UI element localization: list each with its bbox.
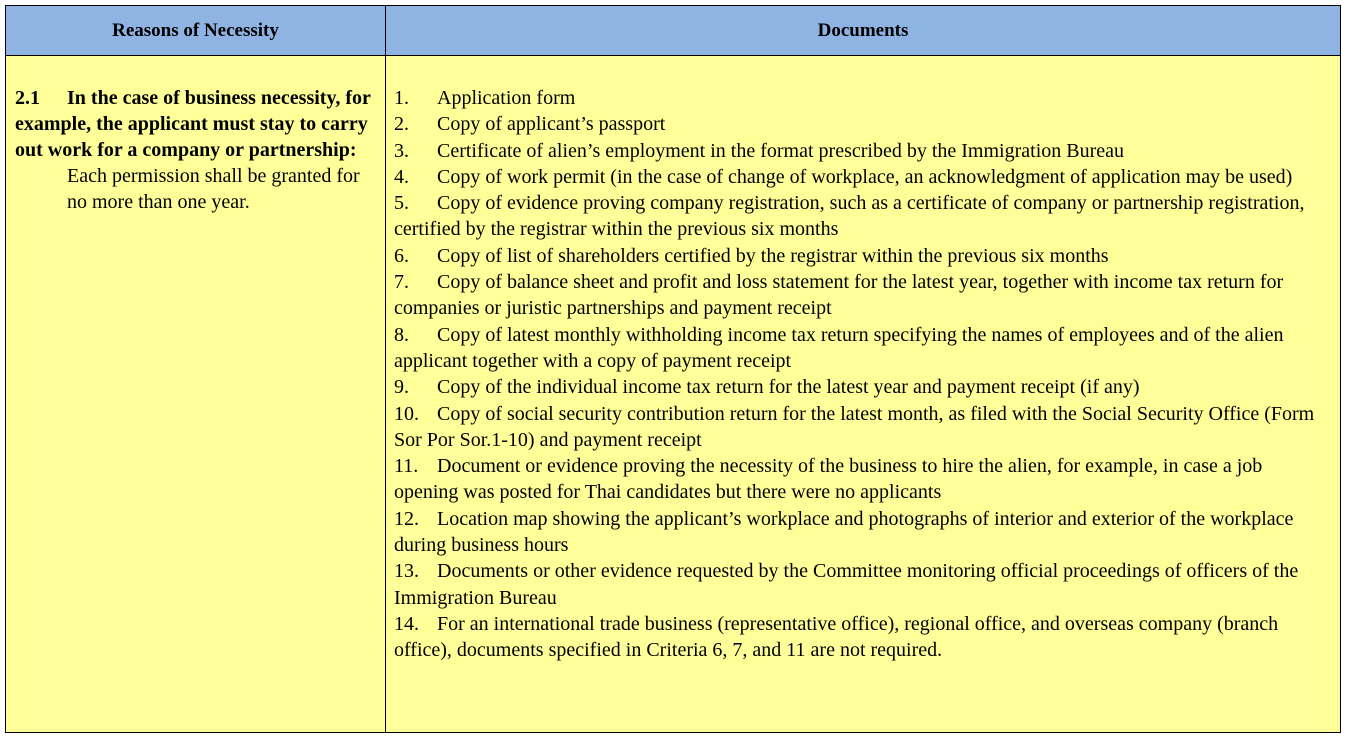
document-number: 11. xyxy=(394,455,419,478)
document-text: Copy of applicant’s passport xyxy=(437,113,666,136)
document-text: Location map showing the applicant’s workplace and photographs of interior and exterior of the workplace during business hours xyxy=(394,507,1294,557)
document-number: 2. xyxy=(394,113,409,136)
reason-heading xyxy=(15,85,377,163)
document-text: For an international trade business (representative office), regional office, and overseas company (branch office), documents specified in Criteria 6, 7, and 11 are not required. xyxy=(394,612,1279,662)
document-number: 5. xyxy=(394,192,409,215)
document-number: 10. xyxy=(394,402,419,425)
document-item xyxy=(394,190,1330,243)
document-item xyxy=(394,453,1330,506)
reason-note: Each permission shall be granted for no more than one year. xyxy=(67,165,360,213)
document-item xyxy=(394,374,1330,400)
document-text: Copy of latest monthly withholding income tax return specifying the names of employees and of the alien applicant together with a copy of payment receipt xyxy=(394,323,1284,372)
document-number: 8. xyxy=(394,323,409,346)
document-number: 13. xyxy=(394,560,419,583)
document-text: Copy of work permit (in the case of change of workplace, an acknowledgment of application may be used) xyxy=(437,165,1293,188)
document-text: Document or evidence proving the necessity of the business to hire the alien, for example, in case a job opening was posted for Thai candidates but there were no applicants xyxy=(394,455,1263,504)
document-item xyxy=(394,243,1330,269)
document-item xyxy=(394,401,1330,454)
header-documents: Documents xyxy=(386,6,1341,56)
documents-list xyxy=(386,56,1340,664)
content-row xyxy=(6,56,1341,733)
document-number: 3. xyxy=(394,139,409,162)
header-row xyxy=(6,6,1341,56)
document-text: Application form xyxy=(437,87,576,109)
documents-cell xyxy=(386,56,1341,733)
document-item xyxy=(394,558,1330,611)
document-text: Copy of list of shareholders certified by the registrar within the previous six months xyxy=(437,244,1109,267)
document-text: Copy of evidence proving company registration, such as a certificate of company or partnership registration, certified by the registrar within the previous six months xyxy=(394,192,1305,241)
document-item xyxy=(394,322,1330,375)
document-item xyxy=(394,611,1330,664)
header-reasons: Reasons of Necessity xyxy=(6,6,386,56)
document-number: 14. xyxy=(394,612,419,635)
document-item xyxy=(394,164,1330,190)
document-text: Copy of the individual income tax return for the latest year and payment receipt (if any) xyxy=(437,376,1140,399)
document-text: Certificate of alien’s employment in the format prescribed by the Immigration Bureau xyxy=(437,139,1125,162)
document-number: 6. xyxy=(394,244,409,267)
document-item xyxy=(394,506,1330,559)
document-item xyxy=(394,111,1330,137)
document-text: Copy of social security contribution return for the latest month, as filed with the Social Security Office (Form Sor Por Sor.1-10) and payment receipt xyxy=(394,402,1315,451)
document-number: 1. xyxy=(394,87,409,109)
document-number: 4. xyxy=(394,165,409,188)
document-item xyxy=(394,85,1330,111)
document-item xyxy=(394,269,1330,322)
document-text: Copy of balance sheet and profit and loss statement for the latest year, together with income tax return for companies or juristic partnerships and payment receipt xyxy=(394,271,1284,320)
reason-number: 2.1 xyxy=(15,87,40,109)
document-number: 9. xyxy=(394,376,409,399)
reason-title: In the case of business necessity, for example, the applicant must stay to carry out work for a company or partnership: xyxy=(15,87,371,161)
document-text: Documents or other evidence requested by the Committee monitoring official proceedings of officers of the Immigration Bureau xyxy=(394,560,1299,609)
requirements-table xyxy=(5,5,1341,733)
reason-block xyxy=(6,56,385,215)
document-item xyxy=(394,138,1330,164)
reason-cell xyxy=(6,56,386,733)
document-number: 12. xyxy=(394,507,419,530)
document-number: 7. xyxy=(394,271,409,294)
